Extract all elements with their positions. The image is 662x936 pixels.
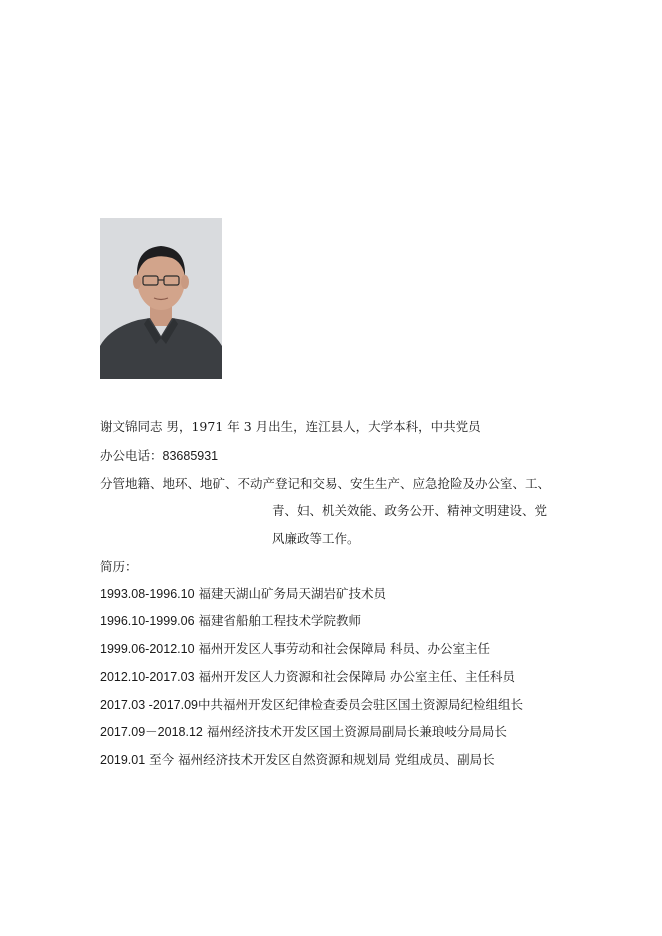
resume-period: 2019.01 bbox=[100, 753, 146, 767]
portrait-photo bbox=[100, 218, 222, 379]
resume-text: 福州开发区人力资源和社会保障局 办公室主任、主任科员 bbox=[198, 669, 515, 684]
duties-line-2: 青、妇、机关效能、政务公开、精神文明建设、党 bbox=[272, 503, 548, 518]
resume-entry bbox=[100, 752, 495, 768]
resume-text: 中共福州开发区纪律检查委员会驻区国土资源局纪检组组长 bbox=[198, 697, 524, 712]
resume-period: 2017.09－2018.12 bbox=[100, 725, 203, 739]
resume-entry bbox=[100, 697, 523, 713]
resume-entry bbox=[100, 613, 361, 629]
resume-text: 至今 福州经济技术开发区自然资源和规划局 党组成员、副局长 bbox=[149, 752, 495, 767]
resume-text: 福建省船舶工程技术学院教师 bbox=[198, 613, 362, 628]
resume-heading: 简历： bbox=[100, 559, 138, 574]
intro-line: 谢文锦同志 男，1971 年 3 月出生，连江县人，大学本科，中共党员 bbox=[100, 419, 481, 434]
resume-text: 福州经济技术开发区国土资源局副局长兼琅岐分局局长 bbox=[206, 724, 507, 739]
resume-text: 福州开发区人事劳动和社会保障局 科员、办公室主任 bbox=[198, 641, 490, 656]
resume-period: 2017.03 -2017.09 bbox=[100, 698, 199, 712]
resume-entry bbox=[100, 586, 386, 602]
phone-number: 83685931 bbox=[162, 449, 219, 463]
duties-line-3: 风廉政等工作。 bbox=[272, 531, 360, 546]
resume-entry bbox=[100, 724, 507, 740]
resume-period: 1996.10-1999.06 bbox=[100, 614, 195, 628]
phone-label: 办公电话： bbox=[100, 448, 163, 463]
resume-period: 1993.08-1996.10 bbox=[100, 587, 195, 601]
resume-entry bbox=[100, 641, 490, 657]
portrait-illustration bbox=[100, 218, 222, 379]
resume-period: 1999.06-2012.10 bbox=[100, 642, 195, 656]
resume-text: 福建天湖山矿务局天湖岩矿技术员 bbox=[198, 586, 387, 601]
resume-entry bbox=[100, 669, 515, 685]
duties-line-1: 分管地籍、地环、地矿、不动产登记和交易、安生生产、应急抢险及办公室、工、 bbox=[100, 476, 551, 491]
resume-period: 2012.10-2017.03 bbox=[100, 670, 195, 684]
office-phone-line bbox=[100, 448, 218, 464]
